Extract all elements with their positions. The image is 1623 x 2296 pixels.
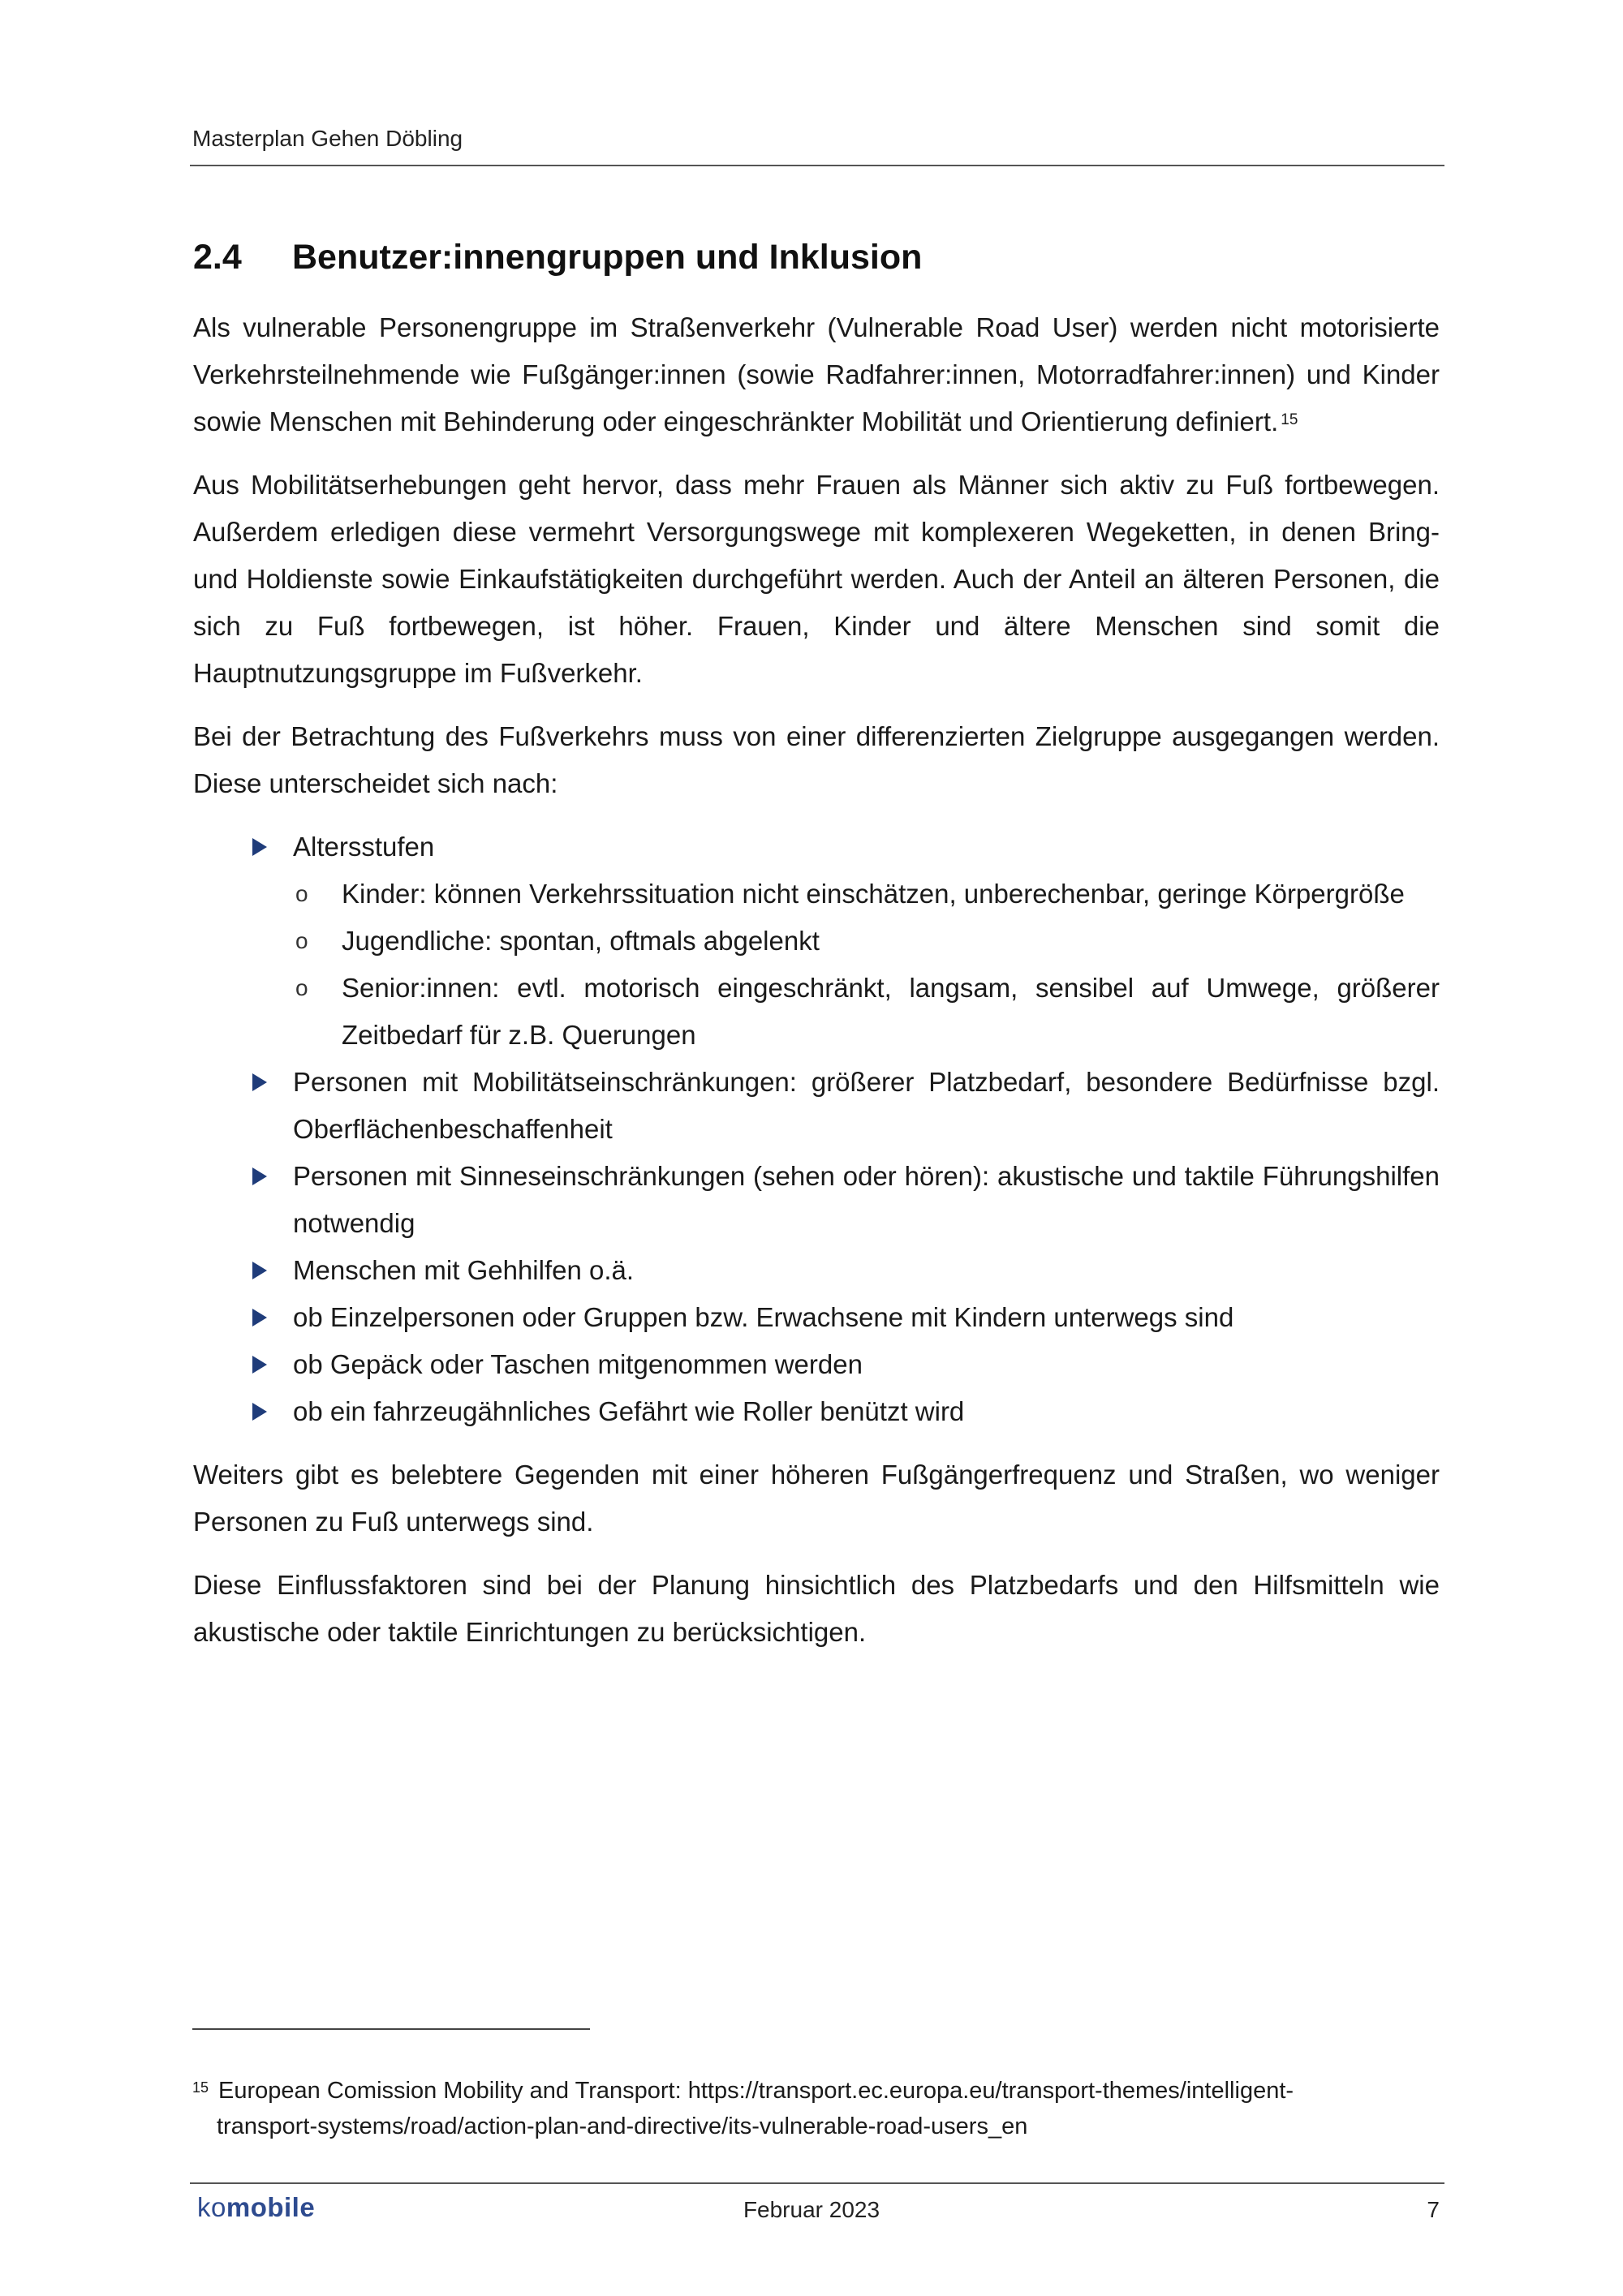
- triangle-bullet-icon: [252, 1403, 267, 1421]
- list-item-text: Personen mit Mobilitätseinschränkungen: größerer Platzbedarf, besondere Bedürfnisse bzgl. Oberflächenbeschaffenheit: [293, 1067, 1440, 1144]
- triangle-bullet-icon: [252, 1356, 267, 1374]
- paragraph-1-text: Als vulnerable Personengruppe im Straßenverkehr (Vulnerable Road User) werden nicht motorisierte Verkehrsteilnehmende wie Fußgänger:innen (sowie Radfahrer:innen, Motorradfahrer:innen) und Kinder sowie Menschen mit Behinderung oder eingeschränkter Mobilität und Orientierung definiert.: [193, 312, 1440, 436]
- triangle-bullet-icon: [252, 1167, 267, 1185]
- footnote: [192, 2073, 1440, 2144]
- circle-bullet-icon: o: [295, 881, 308, 906]
- paragraph-4: Weiters gibt es belebtere Gegenden mit einer höheren Fußgängerfrequenz und Straßen, wo weniger Personen zu Fuß unterwegs sind.: [193, 1460, 1440, 1537]
- list-item: [193, 1153, 1440, 1247]
- sub-list-item-text: Senior:innen: evtl. motorisch eingeschränkt, langsam, sensibel auf Umwege, größerer Zeitbedarf für z.B. Querungen: [342, 973, 1440, 1050]
- triangle-bullet-icon: [252, 838, 267, 856]
- list-item-text: ob ein fahrzeugähnliches Gefährt wie Roller benützt wird: [293, 1396, 965, 1426]
- paragraph-5: Diese Einflussfaktoren sind bei der Planung hinsichtlich des Platzbedarfs und den Hilfsmitteln wie akustische oder taktile Einrichtungen zu berücksichtigen.: [193, 1570, 1440, 1647]
- circle-bullet-icon: o: [295, 975, 308, 1000]
- footnote-text-line-2[interactable]: transport-systems/road/action-plan-and-directive/its-vulnerable-road-users_en: [217, 2113, 1028, 2139]
- list-item: [193, 823, 1440, 1059]
- logo-part-ko: ko: [197, 2192, 226, 2222]
- section-title: Benutzer:innengruppen und Inklusion: [292, 238, 923, 277]
- list-item: [193, 1341, 1440, 1388]
- list-item: [193, 1059, 1440, 1153]
- circle-bullet-icon: o: [295, 928, 308, 953]
- header-divider: [190, 165, 1444, 166]
- footnote-text-line-1[interactable]: European Comission Mobility and Transport: https://transport.ec.europa.eu/transport-themes/intelligent-: [218, 2078, 1294, 2104]
- sub-list-item: [293, 918, 1440, 965]
- sub-list-item: [293, 965, 1440, 1059]
- paragraph-1: [193, 304, 1440, 445]
- list-item-text: Personen mit Sinneseinschränkungen (sehen oder hören): akustische und taktile Führungshilfen notwendig: [293, 1161, 1440, 1238]
- triangle-bullet-icon: [252, 1262, 267, 1279]
- sub-list-item-text: Kinder: können Verkehrssituation nicht einschätzen, unberechenbar, geringe Körpergröße: [342, 879, 1405, 909]
- paragraph-2: Aus Mobilitätserhebungen geht hervor, dass mehr Frauen als Männer sich aktiv zu Fuß fortbewegen. Außerdem erledigen diese vermehrt Versorgungswege mit komplexeren Wegeketten, in denen Bring- und Holdienste sowie Einkaufstätigkeiten durchgeführt werden. Auch der Anteil an älteren Personen, die sich zu Fuß fortbewegen, ist höher. Frauen, Kinder und ältere Menschen sind somit die Hauptnutzungsgruppe im Fußverkehr.: [193, 470, 1440, 688]
- age-group-sublist: [293, 871, 1440, 1059]
- main-content: [193, 231, 1440, 1672]
- footer-divider: [190, 2182, 1444, 2184]
- list-item-text: ob Einzelpersonen oder Gruppen bzw. Erwachsene mit Kindern unterwegs sind: [293, 1302, 1234, 1332]
- running-header: Masterplan Gehen Döbling: [192, 126, 463, 151]
- footer-date: Februar 2023: [743, 2197, 880, 2222]
- triangle-bullet-icon: [252, 1073, 267, 1091]
- footnote-number: 15: [192, 2079, 209, 2096]
- list-item-text: Menschen mit Gehhilfen o.ä.: [293, 1255, 635, 1285]
- section-heading: [193, 231, 1440, 283]
- list-item: [193, 1294, 1440, 1341]
- sub-list-item-text: Jugendliche: spontan, oftmals abgelenkt: [342, 926, 820, 956]
- page-number: 7: [1427, 2197, 1440, 2222]
- list-item: [193, 1247, 1440, 1294]
- list-item-text: Altersstufen: [293, 832, 435, 862]
- section-number: 2.4: [193, 238, 242, 277]
- paragraph-3: Bei der Betrachtung des Fußverkehrs muss von einer differenzierten Zielgruppe ausgegangen werden. Diese unterscheidet sich nach:: [193, 721, 1440, 798]
- triangle-bullet-icon: [252, 1309, 267, 1326]
- footnote-divider: [192, 2028, 590, 2030]
- target-group-list: [193, 823, 1440, 1435]
- logo-part-mobile: mobile: [226, 2192, 316, 2222]
- footnote-reference[interactable]: 15: [1281, 411, 1298, 428]
- list-item: [193, 1388, 1440, 1435]
- list-item-text: ob Gepäck oder Taschen mitgenommen werden: [293, 1349, 863, 1379]
- sub-list-item: [293, 871, 1440, 918]
